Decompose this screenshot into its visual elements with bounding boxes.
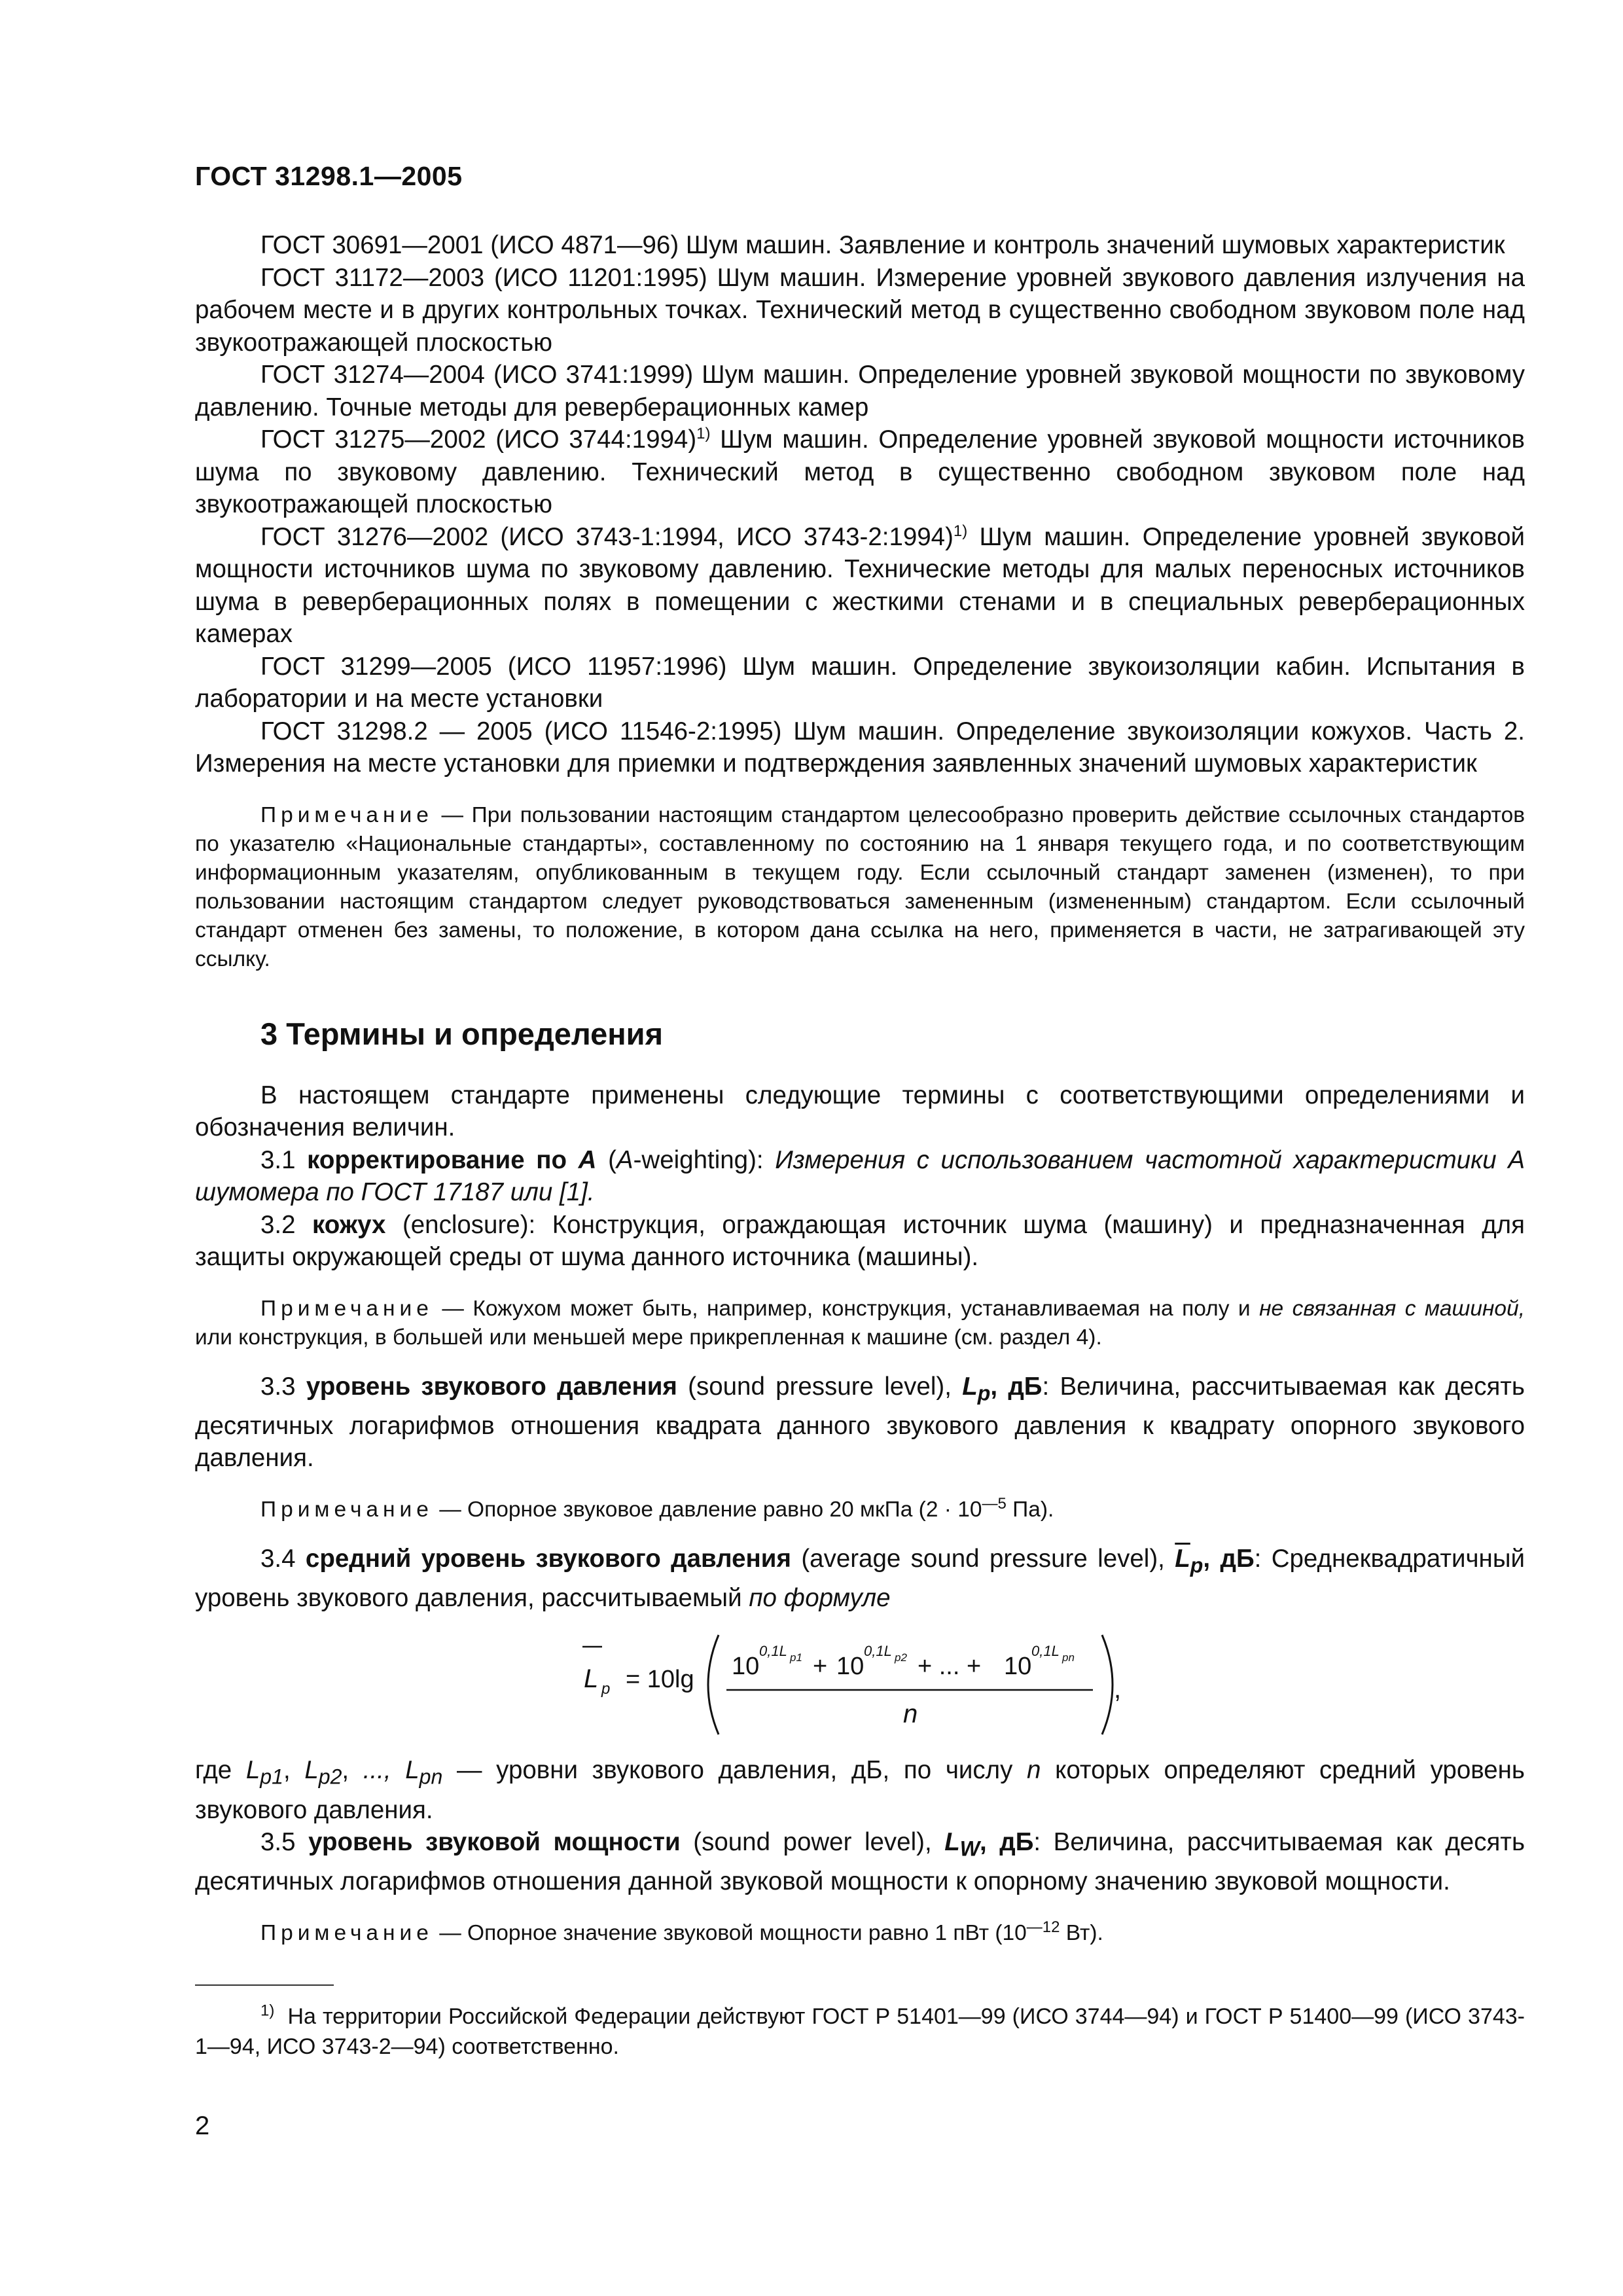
formula-term1-sub: p1 <box>790 1651 802 1664</box>
term-name: кожух <box>312 1210 386 1239</box>
ref-title: Шум машин. Определение уровней звуковой мощности источников шума по звуковому давлению. Технический метод в существенно свободном звуковом поле над звукоотражающей плоскостью <box>195 425 1525 518</box>
note-text: — Кожухом может быть, например, конструкция, устанавливаемая на полу и <box>433 1296 1260 1321</box>
note-label: Примечание <box>260 1296 433 1321</box>
term-definition: : Величина, рассчитываемая как десять десятичных логарифмов отношения данной звуковой мощности к опорному значению звуковой мощности. <box>195 1828 1525 1896</box>
term-number: 3.4 <box>260 1544 306 1573</box>
footnote <box>195 2001 1525 2062</box>
footnote-ref: 1) <box>696 425 711 443</box>
note-label: Примечание <box>260 802 433 827</box>
term-english: (average sound pressure level), <box>791 1544 1175 1573</box>
ref-title: Шум машин. Определение уровней звуковой мощности источников шума по звуковому давлению. Технические методы для малых переносных источников шума в реверберационных полях в помещении с жесткими стенами и в специальных реверберационных камерах <box>195 522 1525 648</box>
term-unit: , дБ <box>980 1828 1034 1857</box>
formula-lhs: L <box>584 1664 599 1694</box>
footnote-mark: 1) <box>260 2001 275 2020</box>
term-definition: : Среднеквадратичный уровень звукового давления, рассчитываемый <box>195 1544 1525 1612</box>
footnote-text: На территории Российской Федерации действуют ГОСТ Р 51401—99 (ИСО 3744—94) и ГОСТ Р 51400—99 (ИСО 3743-1—94, ИСО 3743-2—94) соответственно. <box>195 2004 1525 2059</box>
term-3-1 <box>195 1144 1525 1209</box>
term-name: уровень звукового давления <box>306 1372 677 1401</box>
formula-termn-exp: 0,1L <box>1031 1643 1060 1660</box>
term-symbol-sub: W <box>959 1837 980 1861</box>
note-3-5 <box>195 1919 1525 1948</box>
where-sub: p2 <box>318 1765 342 1789</box>
formula-svg <box>195 1627 1525 1745</box>
term-name: средний уровень звукового давления <box>305 1544 791 1573</box>
note-3-3 <box>195 1496 1525 1524</box>
term-3-5 <box>195 1826 1525 1898</box>
term-3-4 <box>195 1543 1525 1615</box>
term-3-3 <box>195 1371 1525 1475</box>
formula-term1-exp: 0,1L <box>759 1643 787 1660</box>
formula-eq: = 10lg <box>626 1666 694 1694</box>
note-text: Па). <box>1006 1497 1054 1522</box>
where-symbol: L <box>304 1756 319 1785</box>
formula-denominator: n <box>903 1700 918 1729</box>
note-label: Примечание <box>260 1920 433 1945</box>
term-number: 3.3 <box>260 1372 306 1401</box>
ref-item <box>195 423 1525 521</box>
formula-comma: , <box>1114 1675 1122 1704</box>
page-header-doc-id: ГОСТ 31298.1—2005 <box>195 161 463 191</box>
note-text: — При пользовании настоящим стандартом целесообразно проверить действие ссылочных стандартов по указателю «Национальные стандарты», составленному по состоянию на 1 января текущего года, и по соответствующим информационным указателям, опубликованным в текущем году. Если ссылочный стандарт заменен (изменен), то при пользовании настоящим стандартом следует руководствоваться замененным (измененным) стандартом. Если ссылочный стандарт отменен без замены, то положение, в котором дана ссылка на него, применяется в части, не затрагивающей эту ссылку. <box>195 802 1525 971</box>
note-text: — Опорное звуковое давление равно 20 мкПа (2 · 10 <box>433 1497 982 1522</box>
formula-term2-sub: p2 <box>895 1651 907 1664</box>
term-number: 3.2 <box>260 1210 313 1239</box>
term-unit: , дБ <box>990 1372 1043 1401</box>
section-intro: В настоящем стандарте применены следующие термины с соответствующими определениями и обозначения величин. <box>195 1081 1525 1141</box>
where-text: которых определяют средний уровень звукового давления. <box>195 1756 1525 1824</box>
formula-term2-exp: 0,1L <box>864 1643 892 1660</box>
formula-dots: + ... + <box>918 1653 982 1681</box>
term-unit: , дБ <box>1203 1544 1255 1573</box>
where-dots: ..., <box>363 1756 391 1785</box>
where-symbol: L <box>405 1756 419 1785</box>
where-sep: , <box>342 1756 363 1785</box>
formula-termn-base: 10 <box>1004 1653 1032 1681</box>
note-text: или конструкция, в большей или меньшей мере прикрепленная к машине (см. раздел 4). <box>195 1325 1102 1350</box>
page-content <box>195 229 1525 1966</box>
term-name <box>307 1146 596 1174</box>
term-paren: ( <box>596 1145 616 1174</box>
term-symbol: $\overline{L}$ <box>1175 1544 1190 1573</box>
note-exponent: —12 <box>1026 1918 1060 1936</box>
note-text: — Опорное значение звуковой мощности равно 1 пВт (10 <box>433 1920 1027 1945</box>
term-number: 3.5 <box>260 1828 309 1857</box>
term-name-text: корректирование по <box>307 1145 579 1174</box>
term-number: 3.1 <box>260 1145 308 1174</box>
where-sub: pn <box>419 1765 443 1789</box>
term-3-2 <box>195 1209 1525 1274</box>
formula-termn-sub: pn <box>1062 1651 1075 1664</box>
where-sep: , <box>283 1756 305 1785</box>
ref-item: ГОСТ 30691—2001 (ИСО 4871—96) Шум машин. Заявление и контроль значений шумовых характеристик <box>260 231 1505 259</box>
where-n: n <box>1027 1756 1041 1785</box>
ref-item: ГОСТ 31298.2 — 2005 (ИСО 11546-2:1995) Шум машин. Определение звукоизоляции кожухов. Часть 2. Измерения на месте установки для приемки и подтверждения заявленных значений шумовых характеристик <box>195 717 1525 778</box>
where-text: где <box>195 1756 246 1785</box>
page-number: 2 <box>195 2111 210 2140</box>
section-heading: 3 Термины и определения <box>260 1016 663 1051</box>
term-definition: Измерения с использованием частотной характеристики А шумомера по ГОСТ 17187 или [1]. <box>195 1145 1525 1206</box>
term-english: (enclosure): <box>385 1210 552 1239</box>
term-symbol: A <box>578 1145 597 1174</box>
formula-where <box>195 1754 1525 1826</box>
where-text: — уровни звукового давления, дБ, по числу <box>442 1756 1027 1785</box>
formula-term2-base: 10 <box>836 1653 865 1681</box>
ref-item <box>195 521 1525 651</box>
ref-item: ГОСТ 31299—2005 (ИСО 11957:1996) Шум машин. Определение звукоизоляции кабин. Испытания в лаборатории и на месте установки <box>195 652 1525 713</box>
note-exponent: —5 <box>982 1494 1007 1513</box>
term-definition-italic: по формуле <box>749 1583 891 1612</box>
term-english: (sound power level), <box>680 1828 945 1857</box>
where-sub: p1 <box>260 1765 283 1789</box>
term-name: уровень звуковой мощности <box>308 1828 681 1857</box>
note-3-2 <box>195 1295 1525 1352</box>
formula-lhs-sub: p <box>601 1680 611 1698</box>
footnote-ref: 1) <box>953 522 968 540</box>
term-definition: Конструкция, ограждающая источник шума (машину) и предназначенная для защиты окружающей среды от шума данного источника (машины). <box>195 1210 1525 1271</box>
ref-item: ГОСТ 31172—2003 (ИСО 11201:1995) Шум машин. Измерение уровней звукового давления излучения на рабочем месте и в других контрольных точках. Технический метод в существенно свободном звуковом поле над звукоотражающей плоскостью <box>195 263 1525 357</box>
term-english: (sound pressure level), <box>677 1372 963 1401</box>
ref-code: ГОСТ 31276—2002 (ИСО 3743-1:1994, ИСО 3743-2:1994) <box>260 522 954 551</box>
formula-average-level <box>195 1627 1525 1745</box>
term-symbol-sub: p <box>977 1381 991 1405</box>
note-label: Примечание <box>260 1497 433 1522</box>
note-text: Вт). <box>1060 1920 1103 1945</box>
note-text-italic: не связанная с машиной, <box>1259 1296 1525 1321</box>
formula-plus: + <box>813 1653 828 1681</box>
where-symbol: L <box>245 1756 260 1785</box>
term-definition: : Величина, рассчитываемая как десять десятичных логарифмов отношения квадрата данного звукового давления к квадрату опорного звукового давления. <box>195 1372 1525 1473</box>
ref-item: ГОСТ 31274—2004 (ИСО 3741:1999) Шум машин. Определение уровней звуковой мощности по звуковому давлению. Точные методы для реверберационных камер <box>195 361 1525 422</box>
note-references <box>195 801 1525 974</box>
term-english: -weighting): <box>633 1145 776 1174</box>
term-symbol-sub: p <box>1190 1553 1204 1577</box>
term-en-symbol: A <box>616 1145 633 1174</box>
term-symbol: L <box>962 1372 978 1401</box>
formula-term1-base: 10 <box>732 1653 760 1681</box>
ref-code: ГОСТ 31275—2002 (ИСО 3744:1994) <box>260 425 697 454</box>
term-symbol: L <box>944 1828 960 1857</box>
footnote-separator <box>195 1984 334 1986</box>
